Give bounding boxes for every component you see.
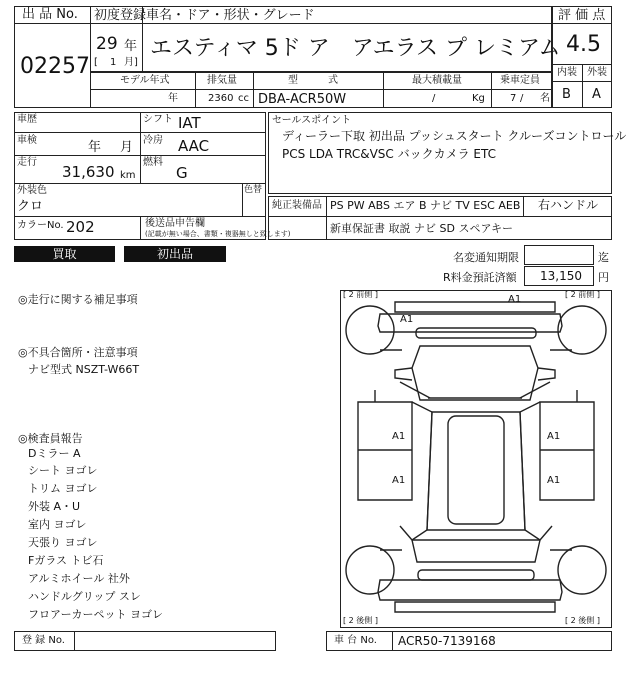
car-name: エスティマ 5ド ア アエラス プ レミアム: [150, 36, 561, 61]
reg-month: 1: [110, 57, 117, 68]
divider: [392, 631, 393, 651]
sales-line1: ディーラー下取 初出品 プッシュスタート クルーズコントロール: [282, 129, 627, 143]
divider: [14, 23, 91, 24]
chassis-value: ACR50-7139168: [398, 634, 496, 648]
interior-grade: B: [562, 87, 571, 102]
damage-mark: A1: [508, 294, 522, 305]
lot-number: 02257: [20, 54, 90, 79]
divider: [523, 196, 524, 216]
capacity-label: 乗車定員: [500, 75, 540, 86]
ac-label: 冷房: [143, 135, 163, 146]
max-load-label: 最大積載量: [412, 75, 462, 86]
defect-line1: ナビ型式 NSZT-W66T: [28, 363, 140, 376]
ac-value: AAC: [178, 137, 210, 155]
reg-month-open: [: [94, 57, 98, 68]
inspector-line: トリム ヨゴレ: [28, 482, 98, 495]
exterior-grade: A: [592, 87, 601, 102]
name-change-box: [524, 245, 594, 265]
mileage-value: 31,630: [62, 163, 115, 181]
car-outline: [340, 290, 612, 628]
damage-mark: A1: [392, 431, 406, 442]
name-change-label: 名変通知期限: [453, 251, 519, 264]
first-listing-bar: 初出品: [124, 246, 226, 262]
inspector-line: 外装 A・U: [28, 500, 81, 513]
sales-label: セールスポイント: [272, 115, 352, 126]
inspector-line: Fガラス トビ石: [28, 554, 104, 567]
equipment-label: 純正装備品: [272, 200, 322, 211]
driving-title: ◎走行に関する補足事項: [18, 293, 138, 306]
diagram-corner-bl: [ 2 後側 ]: [343, 616, 378, 625]
type-value: DBA-ACR50W: [258, 92, 347, 107]
inspector-line: 室内 ヨゴレ: [28, 518, 87, 531]
divider: [14, 183, 266, 184]
divider: [326, 216, 327, 240]
eval-label: 評 価 点: [558, 8, 606, 23]
post-reg-note: (記載が無い場合、書類・複器無しと致します): [145, 230, 291, 238]
exterior-label: 外装: [587, 67, 607, 78]
mileage-label: 走行: [17, 157, 37, 168]
lot-label: 出 品 No.: [22, 7, 78, 22]
ext-color-value: クロ: [17, 199, 44, 214]
color-no-value: 202: [66, 218, 95, 236]
fuel-label: 燃料: [143, 157, 163, 168]
recycle-unit: 円: [598, 271, 609, 284]
damage-mark: A1: [400, 314, 414, 325]
diagram-corner-tr: [ 2 前側 ]: [565, 290, 600, 299]
inspector-list: [28, 448, 188, 628]
divider: [74, 631, 75, 651]
name-change-unit: 迄: [598, 251, 609, 264]
inspector-line: アルミホイール 社外: [28, 572, 130, 585]
buy-bar: 買取: [14, 246, 115, 262]
post-reg-label: 後送品申告欄: [145, 218, 205, 229]
divider: [195, 72, 196, 108]
type-label: 型 式: [288, 75, 338, 86]
capacity-value: 7: [510, 93, 517, 104]
inspector-line: 天張り ヨゴレ: [28, 536, 98, 549]
divider: [326, 196, 327, 216]
shift-label: シフト: [143, 114, 173, 125]
damage-mark: A1: [547, 431, 561, 442]
mileage-unit: km: [120, 170, 136, 181]
displacement: 2360: [208, 93, 234, 104]
recycle-label: R料金預託済額: [443, 271, 517, 284]
ext-color-label: 外装色: [17, 185, 47, 196]
diagram-corner-br: [ 2 後側 ]: [565, 616, 600, 625]
capacity-slash: /: [520, 93, 524, 104]
car-label: 車名・ドア・形状・グレード: [146, 8, 315, 23]
inspector-title: ◎検査員報告: [18, 432, 83, 445]
chassis-label: 車 台 No.: [334, 635, 377, 646]
reg-no-label: 登 録 No.: [22, 635, 65, 646]
divider: [552, 23, 612, 24]
reg-year-unit: 年: [124, 39, 138, 54]
shift-value: IAT: [178, 114, 201, 132]
displacement-unit: cc: [238, 93, 249, 104]
divider: [90, 23, 552, 24]
color-no-label: カラーNo.: [17, 220, 64, 231]
equipment-items: PS PW ABS エア B ナビ TV ESC AEB: [330, 199, 521, 212]
history-label: 車歴: [17, 114, 37, 125]
damage-mark: A1: [392, 475, 406, 486]
divider: [140, 216, 141, 240]
divider: [491, 72, 492, 108]
load-unit: Kg: [472, 93, 485, 104]
first-reg-label: 初度登録: [94, 8, 147, 23]
reg-month-unit: 月]: [124, 57, 138, 68]
divider: [253, 72, 254, 108]
inspector-line: ハンドルグリップ スレ: [28, 590, 141, 603]
divider: [242, 183, 243, 216]
displacement-label: 排気量: [207, 75, 237, 86]
inspector-line: フロアーカーペット ヨゴレ: [28, 608, 163, 621]
defect-title: ◎不具合箇所・注意事項: [18, 346, 138, 359]
equipment-items2: 新車保証書 取説 ナビ SD スペアキー: [330, 222, 513, 235]
model-year-label: モデル年式: [120, 75, 170, 86]
divider: [90, 89, 552, 90]
divider: [140, 112, 141, 183]
sales-line2: PCS LDA TRC&VSC バックカメラ ETC: [282, 147, 497, 161]
divider: [268, 216, 612, 217]
inspection-label: 車検: [17, 135, 37, 146]
divider: [383, 72, 384, 108]
inspector-line: Dミラー A: [28, 447, 81, 460]
diagram-corner-tl: [ 2 前側 ]: [343, 290, 378, 299]
inspection-year: 年: [88, 140, 102, 155]
inspection-month: 月: [120, 140, 134, 155]
recycle-value: 13,150: [540, 269, 582, 283]
eval-score: 4.5: [566, 32, 601, 57]
fuel-value: G: [176, 164, 188, 182]
damage-mark: A1: [547, 475, 561, 486]
handle-value: 右ハンドル: [538, 198, 599, 212]
load-slash: /: [432, 93, 436, 104]
divider: [582, 64, 583, 108]
capacity-unit: 名: [540, 93, 550, 104]
inspector-line: シート ヨゴレ: [28, 464, 98, 477]
reg-year: 29: [96, 34, 118, 54]
model-year-unit: 年: [168, 93, 178, 104]
interior-label: 内装: [557, 67, 577, 78]
color-change-label: 色替: [244, 185, 263, 195]
